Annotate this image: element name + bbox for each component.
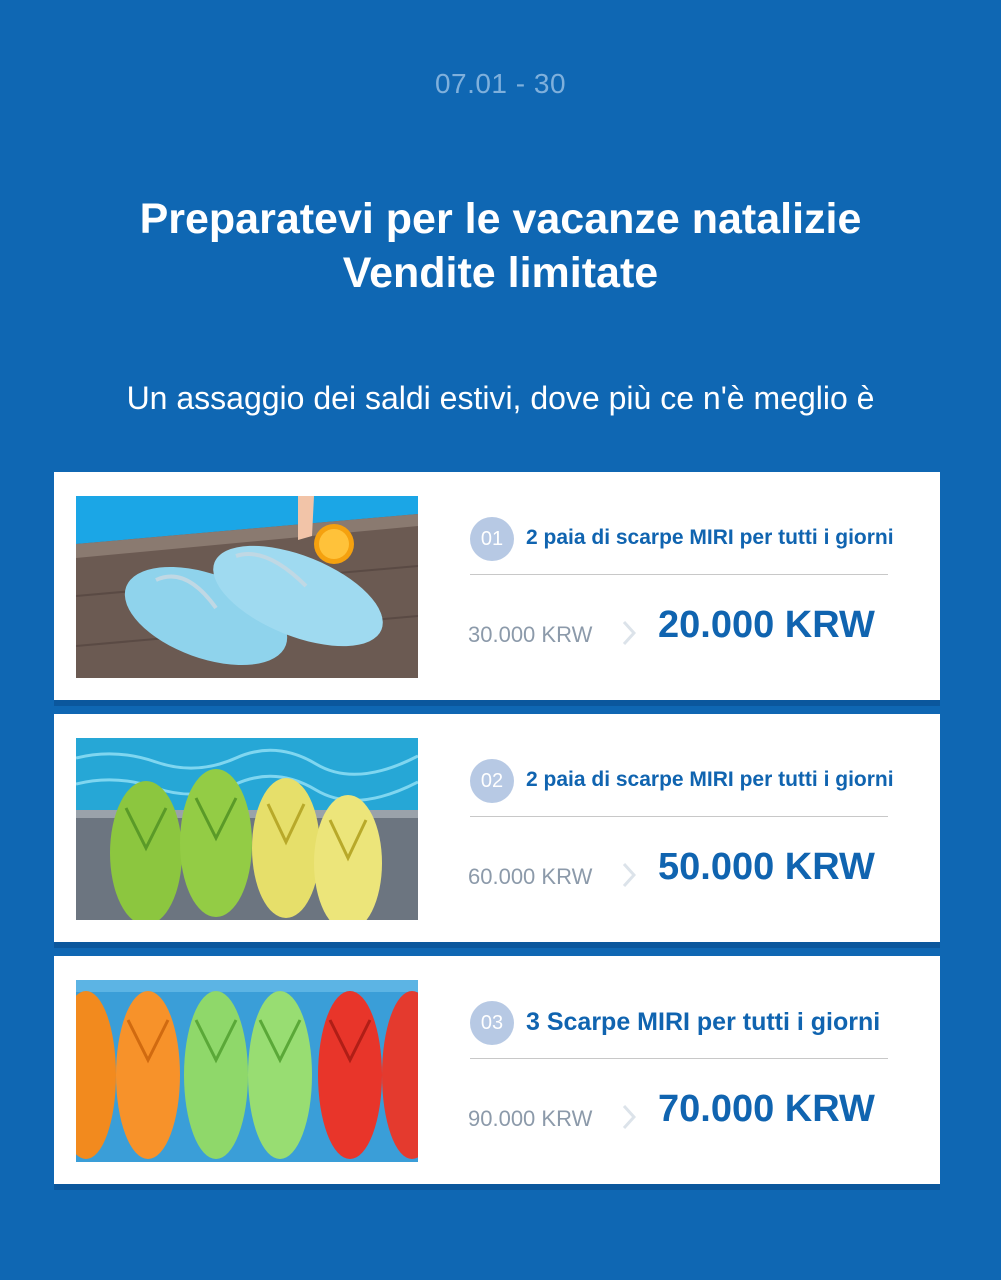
page-subtitle: Un assaggio dei saldi estivi, dove più ce n'è meglio è (126, 380, 875, 416)
sale-price: 50.000 KRW (658, 846, 875, 888)
offer-number-badge: 03 (470, 1001, 514, 1045)
chevron-right-icon (622, 620, 636, 646)
title-line-1: Preparatevi per le vacanze natalizie (139, 195, 862, 243)
divider (470, 816, 888, 817)
offer-card-1[interactable] (54, 472, 940, 700)
offer-card-2[interactable] (54, 714, 940, 942)
product-photo-green-yellow-flip-flops (76, 738, 418, 920)
product-photo-blue-flip-flops (76, 496, 418, 678)
title-line-2: Vendite limitate (342, 249, 659, 297)
offer-product-name: 2 paia di scarpe MIRI per tutti i giorni (526, 526, 894, 549)
offer-card-3[interactable] (54, 956, 940, 1184)
divider (470, 574, 888, 575)
product-photo-colorful-flip-flops (76, 980, 418, 1162)
divider (470, 1058, 888, 1059)
chevron-right-icon (622, 1104, 636, 1130)
offer-product-name: 3 Scarpe MIRI per tutti i giorni (526, 1008, 881, 1036)
page-title (0, 192, 1001, 300)
sale-price: 20.000 KRW (658, 604, 875, 646)
offer-number-badge: 01 (470, 517, 514, 561)
chevron-right-icon (622, 862, 636, 888)
old-price: 60.000 KRW (468, 864, 593, 889)
old-price: 90.000 KRW (468, 1106, 593, 1131)
offer-number-badge: 02 (470, 759, 514, 803)
old-price: 30.000 KRW (468, 622, 593, 647)
sale-price: 70.000 KRW (658, 1088, 875, 1130)
offer-product-name: 2 paia di scarpe MIRI per tutti i giorni (526, 768, 894, 791)
date-range: 07.01 - 30 (434, 68, 567, 99)
